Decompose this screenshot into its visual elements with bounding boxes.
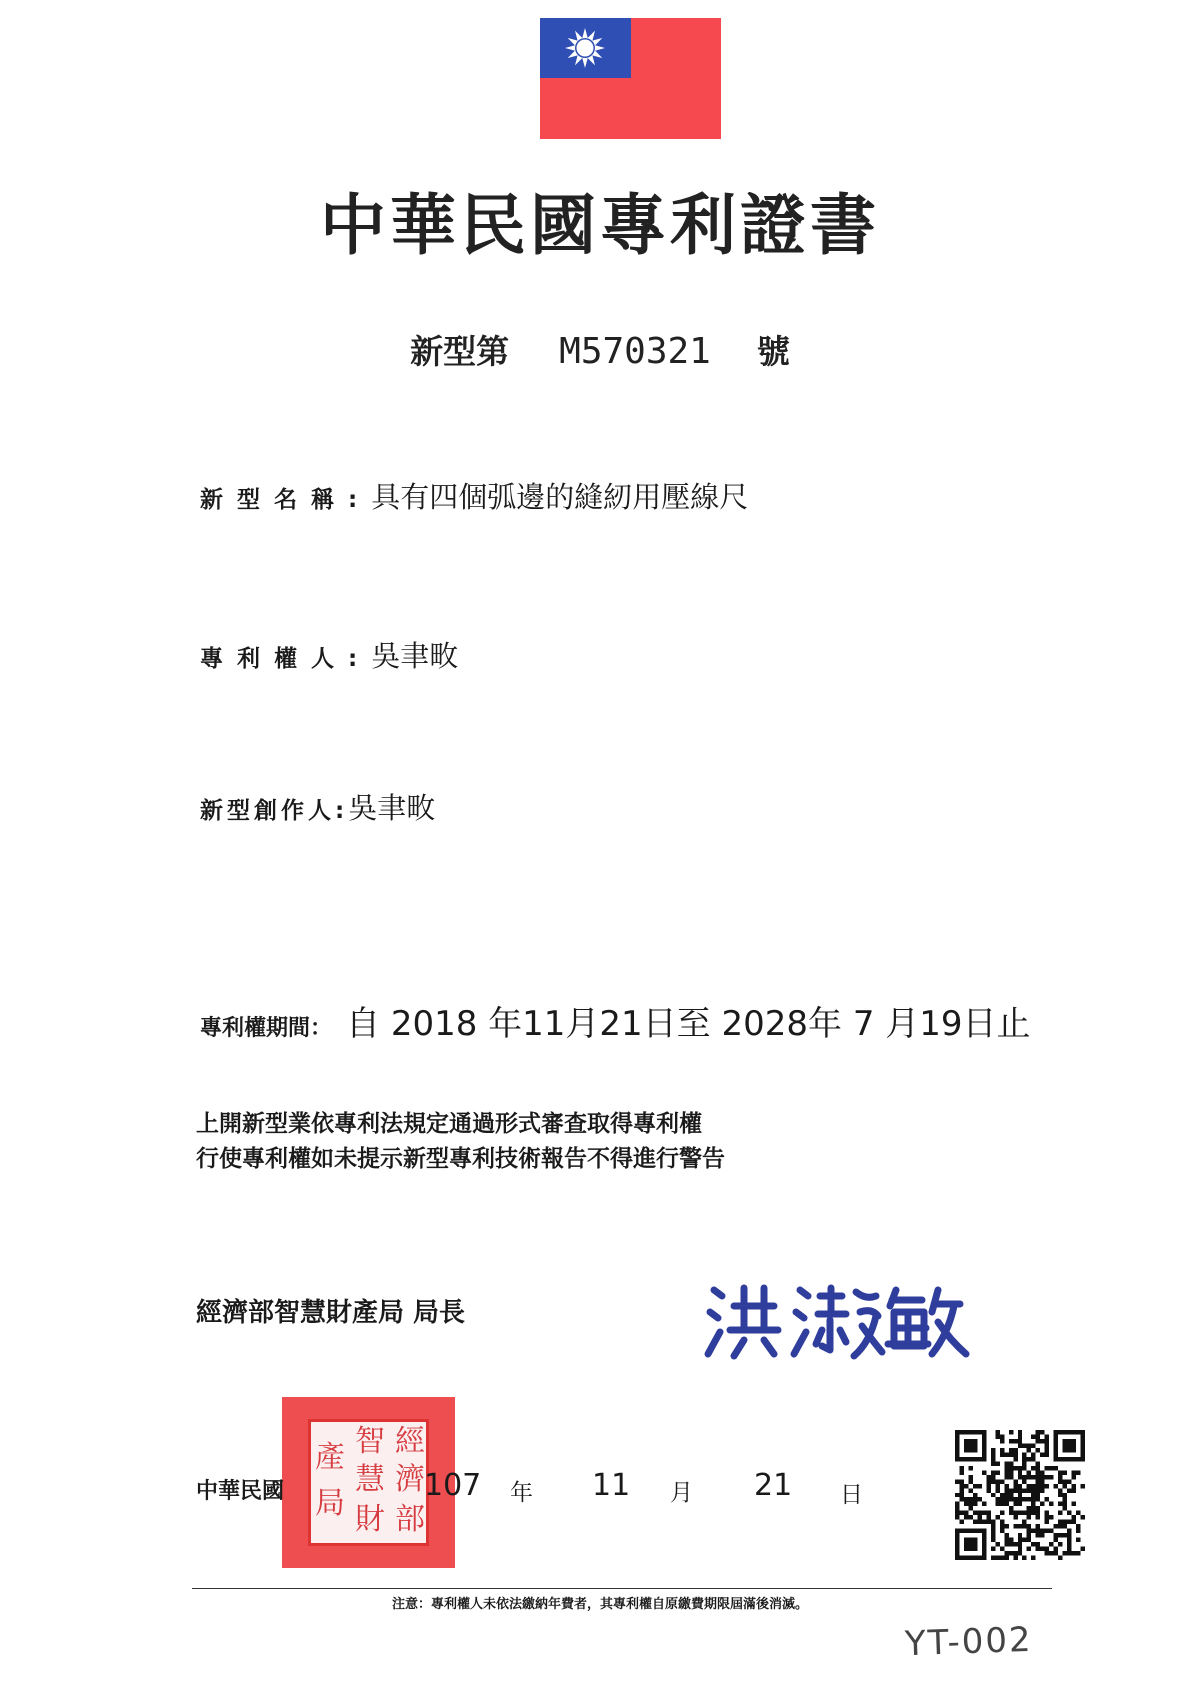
date-year-label: 年: [510, 1480, 533, 1506]
white-sun-icon: [563, 26, 607, 70]
flag-canton: [540, 18, 631, 78]
field-utility-model-name: [200, 475, 748, 516]
notice-line-2: 行使專利權如未提示新型專利技術報告不得進行警告: [196, 1146, 725, 1172]
date-day: 21: [754, 1468, 793, 1503]
certificate-title: 中華民國專利證書: [320, 186, 880, 264]
date-month-label: 月: [670, 1480, 693, 1506]
date-year: 107: [424, 1468, 482, 1503]
period-value: 自 2018 年11月21日至 2028年 7 月19日止: [346, 1004, 1031, 1044]
date-month: 11: [592, 1468, 631, 1503]
handwritten-reference: YT-002: [904, 1619, 1034, 1665]
notice-line-1: 上開新型業依專利法規定通過形式審查取得專利權: [196, 1111, 702, 1137]
patent-term: [200, 996, 1031, 1045]
field-patentee: [200, 634, 458, 675]
issuing-authority: 經濟部智慧財產局 局長: [196, 1298, 466, 1328]
field-label: 新型名稱:: [200, 487, 372, 513]
field-creator: [200, 786, 435, 827]
qr-code: [955, 1430, 1085, 1560]
field-label: 專利權人:: [200, 646, 372, 672]
national-flag: [540, 18, 721, 139]
patent-number: M570321: [559, 331, 711, 372]
director-signature: [700, 1268, 970, 1368]
seal-face: 經 濟 部 智 慧 財 產 局: [308, 1419, 429, 1546]
footer-note: 注意：專利權人未依法繳納年費者，其專利權自原繳費期限屆滿後消滅。: [391, 1597, 808, 1612]
footer-rule: [192, 1588, 1052, 1589]
field-value: 吳聿畋: [348, 791, 436, 825]
date-day-label: 日: [840, 1482, 863, 1508]
field-value: 具有四個弧邊的縫紉用壓線尺: [371, 480, 749, 514]
field-label: 新型創作人:: [200, 798, 349, 824]
number-prefix: 新型第: [410, 332, 510, 371]
patent-number-line: [0, 326, 1200, 373]
field-value: 吳聿畋: [371, 639, 459, 673]
period-label: 專利權期間：: [200, 1016, 333, 1041]
issue-date: [196, 1468, 896, 1508]
number-suffix: 號: [756, 332, 790, 371]
date-era: 中華民國: [196, 1479, 285, 1504]
